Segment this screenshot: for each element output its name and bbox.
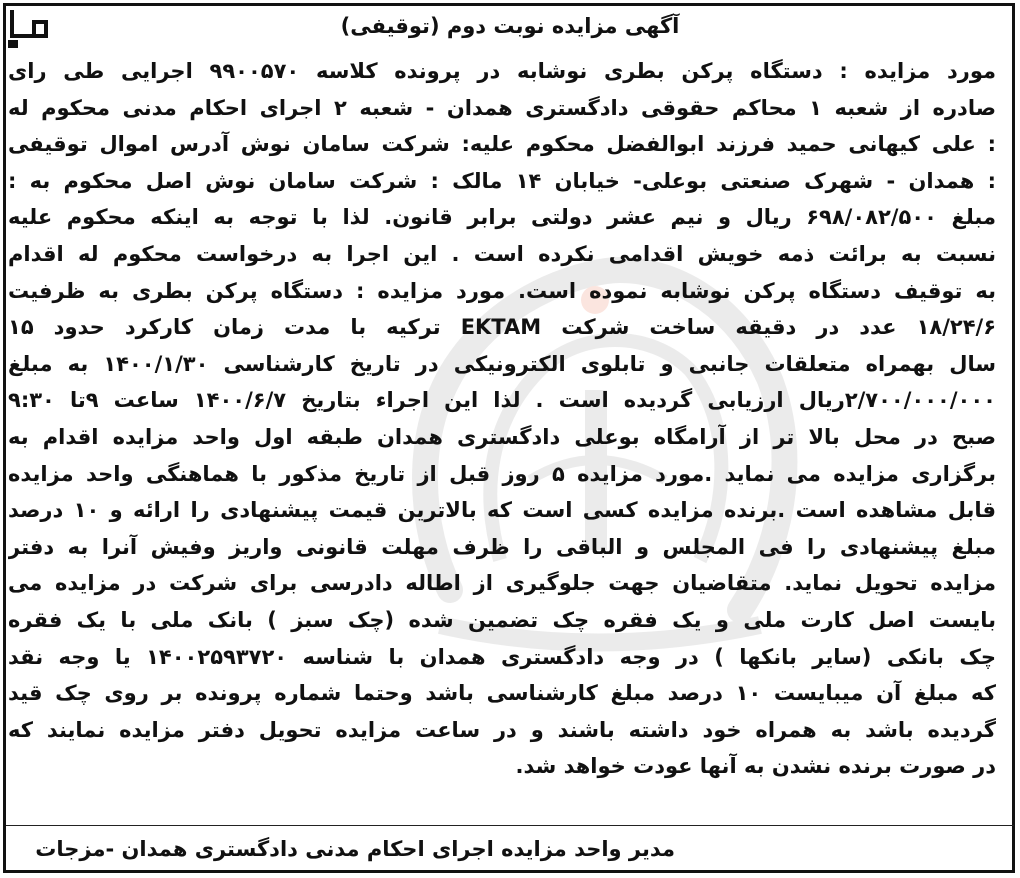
body-line: برگزاری مزایده می نماید .مورد مزایده ۵ روز قبل از تاریخ مذکور با هماهنگی واحد مزایده	[8, 461, 996, 486]
body-line: مبلغ ۶۹۸/۰۸۲/۵۰۰ ریال و نیم عشر دولتی برابر قانون. لذا با توجه به اینکه محکوم علیه	[8, 205, 996, 230]
body-line: : همدان - شهرک صنعتی بوعلی- خیابان ۱۴ مالک : شرکت سامان نوش اصل محکوم به :	[8, 168, 996, 193]
notice-signature: مدیر واحد مزایده اجرای احکام مدنی دادگستری همدان -مزجات	[35, 837, 675, 861]
body-line: صادره از شعبه ۱ محاکم حقوقی دادگستری همدان - شعبه ۲ اجرای احکام مدنی محکوم له	[8, 95, 996, 120]
body-line: ۱۸/۲۴/۶ عدد در دقیقه ساخت شرکت EKTAM ترکیه با مدت زمان کارکرد حدود ۱۵	[8, 315, 996, 340]
body-line: مزایده تحویل نماید. متقاضیان جهت جلوگیری از اطاله دادرسی برای شرکت در مزایده می	[8, 571, 996, 596]
body-line: ۲/۷۰۰/۰۰۰/۰۰۰ریال ارزیابی گردیده است . لذا این اجراء بتاریخ ۱۴۰۰/۶/۷ ساعت ۹تا ۹:۳۰	[8, 388, 996, 413]
body-line: چک بانکی (سایر بانکها ) در وجه دادگستری همدان با شناسه ۱۴۰۰۲۵۹۳۷۲۰ یا وجه نقد	[8, 644, 996, 669]
body-line: بایست اصل کارت ملی و یک فقره چک تضمین شده (چک سبز ) بانک ملی با یک فقره	[8, 607, 996, 632]
body-line: که مبلغ آن میبایست ۱۰ درصد مبلغ کارشناسی باشد وحتما شماره پرونده بر روی چک قید	[8, 681, 996, 706]
footer-divider	[6, 825, 1014, 826]
body-line: قابل مشاهده است .برنده مزایده کسی است که بالاترین قیمت پیشنهادی را ارائه و ۱۰ درصد	[8, 498, 996, 523]
notice-title: آگهی مزایده نوبت دوم (توقیفی)	[340, 14, 680, 38]
body-line: در صورت برنده نشدن به آنها عودت خواهد شد.	[515, 754, 996, 779]
body-line: سال بهمراه متعلقات جانبی و تابلوی الکترونیکی در تاریخ کارشناسی ۱۴۰۰/۱/۳۰ به مبلغ	[8, 351, 996, 376]
body-line: نسبت به برائت ذمه خویش اقدامی نکرده است . این اجرا به درخواست محکوم له اقدام	[8, 241, 996, 266]
body-line: مبلغ پیشنهادی را فی المجلس و الباقی را ظرف مهلت قانونی واریز وفیش آنرا به دفتر	[8, 534, 996, 559]
body-line: : علی کیهانی حمید فرزند ابوالفضل محکوم علیه: شرکت سامان نوش آدرس اموال توقیفی	[8, 132, 996, 157]
notice-body	[8, 53, 996, 785]
body-line: به توقیف دستگاه پرکن نوشابه نموده است. مورد مزایده : دستگاه پرکن بطری به ظرفیت	[8, 278, 996, 303]
body-line: مورد مزایده : دستگاه پرکن بطری نوشابه در پرونده کلاسه ۹۹۰۰۵۷۰ اجرایی طی رای	[8, 59, 996, 83]
body-line: گردیده باشد به همراه خود داشته باشند و در ساعت مزایده تحویل دفتر مزایده نمایند که	[8, 717, 996, 742]
body-line: صبح در محل بالا تر از آرامگاه بوعلی دادگستری همدان طبقه اول واحد مزایده اقدام به	[8, 424, 996, 449]
